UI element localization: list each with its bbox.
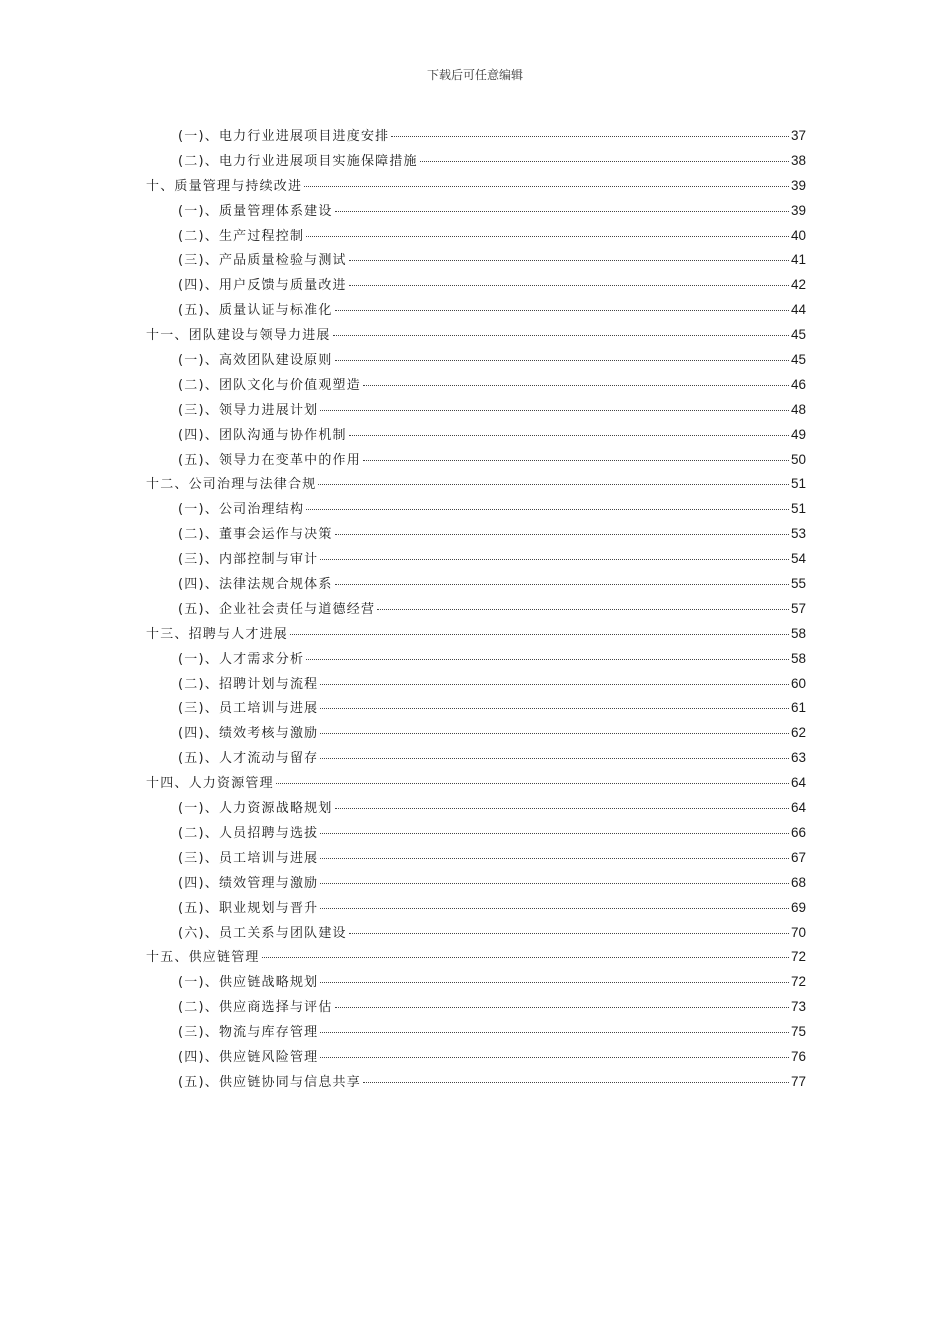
toc-section-entry[interactable] (146, 970, 806, 995)
toc-page-number: 53 (790, 526, 806, 542)
toc-chapter-entry[interactable] (146, 622, 806, 647)
toc-page-number: 51 (790, 476, 806, 492)
toc-dot-leader (363, 1082, 789, 1083)
toc-page-number: 60 (790, 675, 806, 691)
toc-entry-title: (五)、领导力在变革中的作用 (178, 452, 361, 468)
toc-dot-leader (335, 1007, 789, 1008)
toc-page-number: 44 (790, 302, 806, 318)
toc-dot-leader (349, 260, 789, 261)
toc-dot-leader (306, 509, 789, 510)
toc-page-number: 77 (790, 1073, 806, 1089)
toc-dot-leader (320, 858, 789, 859)
toc-page-number: 69 (790, 899, 806, 915)
toc-section-entry[interactable] (146, 871, 806, 896)
toc-section-entry[interactable] (146, 398, 806, 423)
toc-section-entry[interactable] (146, 572, 806, 597)
toc-entry-title: 十四、人力资源管理 (146, 776, 274, 792)
toc-dot-leader (420, 161, 789, 162)
toc-entry-title: (四)、用户反馈与质量改进 (178, 278, 347, 294)
toc-page-number: 51 (790, 501, 806, 517)
toc-entry-title: 十、质量管理与持续改进 (146, 178, 303, 194)
toc-chapter-entry[interactable] (146, 323, 806, 348)
toc-dot-leader (335, 808, 789, 809)
toc-page-number: 70 (790, 924, 806, 940)
toc-section-entry[interactable] (146, 896, 806, 921)
toc-entry-title: (二)、招聘计划与流程 (178, 676, 319, 692)
toc-entry-title: (一)、质量管理体系建设 (178, 203, 333, 219)
toc-dot-leader (290, 634, 789, 635)
toc-entry-title: (四)、供应链风险管理 (178, 1049, 319, 1065)
toc-dot-leader (320, 758, 789, 759)
toc-entry-title: (四)、团队沟通与协作机制 (178, 427, 347, 443)
toc-chapter-entry[interactable] (146, 174, 806, 199)
toc-dot-leader (318, 484, 789, 485)
toc-dot-leader (320, 410, 789, 411)
toc-entry-title: (三)、内部控制与审计 (178, 552, 319, 568)
toc-dot-leader (349, 285, 789, 286)
toc-section-entry[interactable] (146, 597, 806, 622)
toc-page-number: 49 (790, 426, 806, 442)
toc-dot-leader (320, 1057, 789, 1058)
toc-section-entry[interactable] (146, 696, 806, 721)
toc-page-number: 39 (790, 202, 806, 218)
toc-section-entry[interactable] (146, 373, 806, 398)
toc-page-number: 66 (790, 824, 806, 840)
toc-entry-title: (二)、生产过程控制 (178, 228, 305, 244)
toc-page-number: 40 (790, 227, 806, 243)
toc-page-number: 67 (790, 849, 806, 865)
toc-entry-title: (二)、团队文化与价值观塑造 (178, 377, 361, 393)
toc-entry-title: (二)、电力行业进展项目实施保障措施 (178, 153, 418, 169)
toc-entry-title: (一)、高效团队建设原则 (178, 353, 333, 369)
toc-section-entry[interactable] (146, 124, 806, 149)
toc-section-entry[interactable] (146, 846, 806, 871)
toc-section-entry[interactable] (146, 348, 806, 373)
toc-entry-title: (三)、员工培训与进展 (178, 701, 319, 717)
page-header: 下载后可任意编辑 (426, 68, 523, 82)
toc-dot-leader (320, 559, 789, 560)
toc-dot-leader (320, 733, 789, 734)
toc-dot-leader (276, 783, 789, 784)
toc-dot-leader (262, 957, 789, 958)
toc-section-entry[interactable] (146, 248, 806, 273)
toc-entry-title: (三)、员工培训与进展 (178, 850, 319, 866)
table-of-contents (146, 124, 806, 1095)
toc-entry-title: (五)、质量认证与标准化 (178, 303, 333, 319)
toc-chapter-entry[interactable] (146, 771, 806, 796)
toc-page-number: 48 (790, 401, 806, 417)
toc-entry-title: 十二、公司治理与法律合规 (146, 477, 317, 493)
toc-dot-leader (306, 236, 789, 237)
toc-dot-leader (320, 982, 789, 983)
toc-page-number: 76 (790, 1048, 806, 1064)
toc-entry-title: (四)、绩效管理与激励 (178, 875, 319, 891)
toc-section-entry[interactable] (146, 647, 806, 672)
toc-section-entry[interactable] (146, 497, 806, 522)
toc-section-entry[interactable] (146, 921, 806, 946)
toc-page-number: 64 (790, 775, 806, 791)
toc-dot-leader (304, 186, 789, 187)
toc-section-entry[interactable] (146, 995, 806, 1020)
toc-section-entry[interactable] (146, 746, 806, 771)
toc-entry-title: (一)、人力资源战略规划 (178, 801, 333, 817)
toc-page-number: 58 (790, 650, 806, 666)
toc-dot-leader (363, 460, 789, 461)
toc-dot-leader (349, 435, 789, 436)
toc-dot-leader (349, 933, 789, 934)
toc-page-number: 62 (790, 725, 806, 741)
toc-entry-title: 十三、招聘与人才进展 (146, 626, 289, 642)
toc-section-entry[interactable] (146, 1070, 806, 1095)
toc-page-number: 41 (790, 252, 806, 268)
toc-entry-title: (一)、供应链战略规划 (178, 975, 319, 991)
toc-dot-leader (306, 659, 789, 660)
toc-dot-leader (335, 584, 789, 585)
toc-dot-leader (320, 708, 789, 709)
toc-chapter-entry[interactable] (146, 472, 806, 497)
toc-entry-title: (五)、供应链协同与信息共享 (178, 1074, 361, 1090)
toc-dot-leader (335, 534, 789, 535)
toc-page-number: 58 (790, 625, 806, 641)
toc-page-number: 38 (790, 152, 806, 168)
toc-page-number: 64 (790, 800, 806, 816)
toc-dot-leader (391, 136, 789, 137)
toc-page-number: 73 (790, 999, 806, 1015)
toc-dot-leader (320, 908, 789, 909)
toc-section-entry[interactable] (146, 547, 806, 572)
toc-dot-leader (320, 883, 789, 884)
toc-page-number: 37 (790, 128, 806, 143)
toc-page-number: 63 (790, 750, 806, 766)
toc-section-entry[interactable] (146, 199, 806, 224)
toc-entry-title: (二)、董事会运作与决策 (178, 527, 333, 543)
toc-page-number: 75 (790, 1024, 806, 1040)
toc-page-number: 50 (790, 451, 806, 467)
toc-entry-title: (五)、职业规划与晋升 (178, 900, 319, 916)
toc-dot-leader (335, 310, 789, 311)
toc-page-number: 72 (790, 949, 806, 965)
toc-page-number: 45 (790, 352, 806, 368)
toc-dot-leader (363, 385, 789, 386)
toc-section-entry[interactable] (146, 721, 806, 746)
toc-entry-title: (一)、公司治理结构 (178, 502, 305, 518)
toc-entry-title: (三)、领导力进展计划 (178, 402, 319, 418)
toc-entry-title: (五)、人才流动与留存 (178, 751, 319, 767)
toc-section-entry[interactable] (146, 821, 806, 846)
toc-dot-leader (320, 833, 789, 834)
toc-entry-title: (六)、员工关系与团队建设 (178, 925, 347, 941)
toc-entry-title: (二)、人员招聘与选拔 (178, 825, 319, 841)
toc-entry-title: (四)、法律法规合规体系 (178, 577, 333, 593)
toc-page-number: 72 (790, 974, 806, 990)
toc-page-number: 54 (790, 551, 806, 567)
toc-dot-leader (333, 335, 789, 336)
toc-section-entry[interactable] (146, 224, 806, 249)
toc-page-number: 46 (790, 376, 806, 392)
toc-entry-title: (三)、产品质量检验与测试 (178, 253, 347, 269)
toc-section-entry[interactable] (146, 672, 806, 697)
toc-entry-title: (一)、人才需求分析 (178, 651, 305, 667)
toc-section-entry[interactable] (146, 1020, 806, 1045)
toc-dot-leader (335, 360, 789, 361)
toc-section-entry[interactable] (146, 423, 806, 448)
toc-dot-leader (335, 211, 789, 212)
toc-entry-title: (五)、企业社会责任与道德经营 (178, 601, 376, 617)
toc-section-entry[interactable] (146, 149, 806, 174)
toc-page-number: 61 (790, 700, 806, 716)
toc-entry-title: (四)、绩效考核与激励 (178, 726, 319, 742)
toc-section-entry[interactable] (146, 522, 806, 547)
toc-chapter-entry[interactable] (146, 945, 806, 970)
toc-section-entry[interactable] (146, 1045, 806, 1070)
toc-entry-title: (三)、物流与库存管理 (178, 1025, 319, 1041)
toc-dot-leader (377, 609, 789, 610)
toc-section-entry[interactable] (146, 298, 806, 323)
toc-page-number: 45 (790, 327, 806, 343)
toc-page-number: 68 (790, 874, 806, 890)
toc-entry-title: 十一、团队建设与领导力进展 (146, 328, 331, 344)
toc-page-number: 42 (790, 277, 806, 293)
toc-dot-leader (320, 1032, 789, 1033)
toc-entry-title: (一)、电力行业进展项目进度安排 (178, 129, 390, 144)
toc-page-number: 55 (790, 576, 806, 592)
toc-section-entry[interactable] (146, 796, 806, 821)
toc-page-number: 57 (790, 600, 806, 616)
toc-dot-leader (320, 684, 789, 685)
toc-section-entry[interactable] (146, 448, 806, 473)
toc-entry-title: (二)、供应商选择与评估 (178, 1000, 333, 1016)
toc-section-entry[interactable] (146, 273, 806, 298)
toc-page-number: 39 (790, 177, 806, 193)
toc-entry-title: 十五、供应链管理 (146, 950, 260, 966)
